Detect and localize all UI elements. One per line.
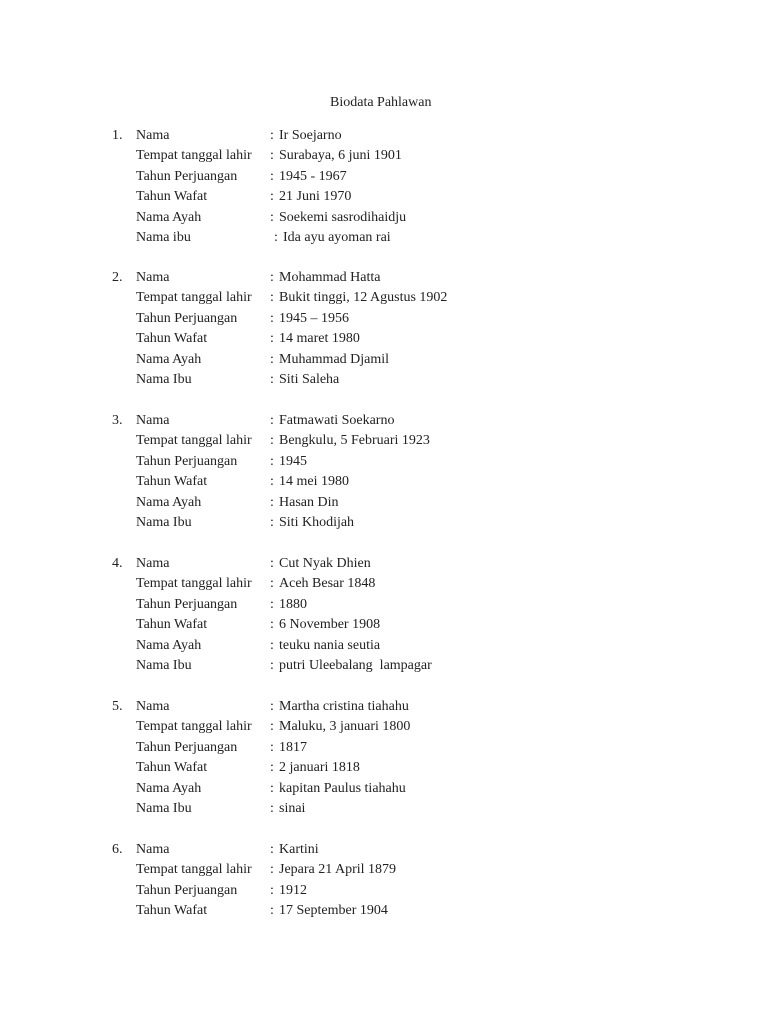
field-colon: : — [270, 739, 274, 755]
entry-3 — [0, 411, 768, 533]
field-label: Tempat tanggal lahir — [136, 290, 252, 306]
field-value: Martha cristina tiahahu — [279, 699, 409, 714]
field-tahun-perjuangan — [0, 167, 768, 187]
field-value: Maluku, 3 januari 1800 — [279, 719, 411, 735]
field-colon: : — [270, 882, 274, 898]
field-colon: : — [270, 351, 274, 367]
field-colon: : — [270, 413, 274, 428]
field-colon: : — [270, 189, 274, 205]
field-value: 1817 — [279, 739, 307, 755]
field-nama — [0, 697, 768, 717]
field-nama-ibu — [0, 656, 768, 676]
field-colon: : — [270, 719, 274, 735]
field-value: Surabaya, 6 juni 1901 — [279, 148, 402, 164]
field-nama — [0, 126, 768, 146]
field-tahun-wafat — [0, 472, 768, 492]
field-nama-ayah — [0, 350, 768, 370]
field-colon: : — [270, 310, 274, 326]
field-nama-ayah — [0, 779, 768, 799]
field-colon: : — [270, 331, 274, 347]
field-nama-ayah — [0, 493, 768, 513]
field-label: Nama — [136, 270, 170, 285]
field-value: Ida ayu ayoman rai — [283, 229, 391, 245]
field-label: Tempat tanggal lahir — [136, 433, 252, 449]
field-tahun-perjuangan — [0, 881, 768, 901]
field-value: 1945 – 1956 — [279, 310, 349, 326]
field-label: Nama Ayah — [136, 209, 202, 225]
field-value: putri Uleebalang lampagar — [279, 657, 432, 673]
field-nama — [0, 554, 768, 574]
entry-4 — [0, 554, 768, 676]
entry-1 — [0, 126, 768, 248]
entry-number: 1. — [112, 128, 123, 143]
field-value: Kartini — [279, 842, 319, 857]
field-tempat-tanggal-lahir — [0, 574, 768, 594]
field-tahun-wafat — [0, 901, 768, 921]
field-tahun-perjuangan — [0, 738, 768, 758]
field-value: Cut Nyak Dhien — [279, 556, 371, 571]
field-value: 1912 — [279, 882, 307, 898]
field-value: 21 Juni 1970 — [279, 189, 352, 205]
field-colon: : — [270, 842, 274, 857]
entry-number: 2. — [112, 270, 123, 285]
field-label: Nama — [136, 413, 170, 428]
document-title: Biodata Pahlawan — [330, 95, 432, 110]
field-value: Aceh Besar 1848 — [279, 576, 376, 592]
field-colon: : — [270, 209, 274, 225]
field-value: Hasan Din — [279, 494, 339, 510]
field-label: Nama — [136, 556, 170, 571]
field-value: 14 mei 1980 — [279, 474, 349, 490]
field-value: 1945 - 1967 — [279, 168, 347, 184]
field-value: 1880 — [279, 596, 307, 612]
field-tahun-perjuangan — [0, 595, 768, 615]
field-colon: : — [270, 371, 274, 387]
field-label: Nama Ibu — [136, 371, 192, 387]
field-nama-ibu — [0, 799, 768, 819]
field-label: Tahun Wafat — [136, 474, 208, 490]
field-colon: : — [270, 637, 274, 653]
field-value: Soekemi sasrodihaidju — [279, 209, 407, 225]
field-value: 17 September 1904 — [279, 903, 388, 919]
field-label: Nama Ibu — [136, 657, 192, 673]
field-nama — [0, 840, 768, 860]
field-colon: : — [270, 862, 274, 878]
entry-5 — [0, 697, 768, 819]
field-value: Fatmawati Soekarno — [279, 413, 395, 428]
field-label: Tahun Perjuangan — [136, 310, 238, 326]
field-colon: : — [270, 780, 274, 796]
field-value: kapitan Paulus tiahahu — [279, 780, 406, 796]
field-tempat-tanggal-lahir — [0, 146, 768, 166]
field-colon: : — [270, 514, 274, 530]
field-colon: : — [270, 128, 274, 143]
field-label: Nama Ayah — [136, 637, 202, 653]
field-colon: : — [270, 433, 274, 449]
entry-number: 5. — [112, 699, 123, 714]
field-label: Nama Ayah — [136, 351, 202, 367]
field-colon: : — [270, 576, 274, 592]
field-value: Siti Khodijah — [279, 514, 355, 530]
field-tahun-wafat — [0, 615, 768, 635]
field-value: 6 November 1908 — [279, 617, 381, 633]
field-value: Muhammad Djamil — [279, 351, 390, 367]
field-value: Mohammad Hatta — [279, 270, 381, 285]
field-value: Ir Soejarno — [279, 128, 342, 143]
field-label: Nama Ayah — [136, 494, 202, 510]
field-value: Jepara 21 April 1879 — [279, 862, 397, 878]
field-tempat-tanggal-lahir — [0, 717, 768, 737]
field-label: Nama — [136, 128, 170, 143]
field-label: Nama Ayah — [136, 780, 202, 796]
field-colon: : — [270, 617, 274, 633]
field-colon: : — [270, 699, 274, 714]
field-tempat-tanggal-lahir — [0, 288, 768, 308]
field-colon: : — [270, 657, 274, 673]
entry-number: 6. — [112, 842, 123, 857]
field-label: Tempat tanggal lahir — [136, 862, 252, 878]
field-colon: : — [270, 290, 274, 306]
field-label: Tempat tanggal lahir — [136, 576, 252, 592]
field-tahun-wafat — [0, 187, 768, 207]
field-label: Tempat tanggal lahir — [136, 148, 252, 164]
field-colon: : — [270, 148, 274, 164]
field-value: sinai — [279, 800, 306, 816]
field-nama-ayah — [0, 208, 768, 228]
field-label: Tahun Perjuangan — [136, 168, 238, 184]
field-label: Nama Ibu — [136, 800, 192, 816]
field-colon: : — [270, 494, 274, 510]
field-label: Nama — [136, 842, 170, 857]
field-label: Tempat tanggal lahir — [136, 719, 252, 735]
field-label: Nama Ibu — [136, 514, 192, 530]
field-nama — [0, 268, 768, 288]
field-colon: : — [270, 453, 274, 469]
entry-number: 3. — [112, 413, 123, 428]
field-tempat-tanggal-lahir — [0, 860, 768, 880]
field-colon: : — [274, 229, 278, 245]
entry-number: 4. — [112, 556, 123, 571]
field-tahun-perjuangan — [0, 309, 768, 329]
field-tahun-wafat — [0, 329, 768, 349]
field-value: 2 januari 1818 — [279, 760, 360, 776]
field-value: 1945 — [279, 453, 307, 469]
field-nama-ibu — [0, 513, 768, 533]
field-tahun-wafat — [0, 758, 768, 778]
field-nama-ayah — [0, 636, 768, 656]
field-label: Tahun Perjuangan — [136, 739, 238, 755]
field-label: Tahun Perjuangan — [136, 596, 238, 612]
field-colon: : — [270, 800, 274, 816]
field-label: Tahun Wafat — [136, 617, 208, 633]
field-nama — [0, 411, 768, 431]
field-colon: : — [270, 556, 274, 571]
field-label: Tahun Wafat — [136, 903, 208, 919]
field-label: Nama ibu — [136, 229, 191, 245]
field-nama-ibu — [0, 228, 768, 248]
field-tahun-perjuangan — [0, 452, 768, 472]
entry-6 — [0, 840, 768, 922]
field-label: Tahun Wafat — [136, 189, 208, 205]
field-colon: : — [270, 474, 274, 490]
field-label: Tahun Perjuangan — [136, 882, 238, 898]
field-value: 14 maret 1980 — [279, 331, 360, 347]
field-label: Tahun Perjuangan — [136, 453, 238, 469]
field-label: Nama — [136, 699, 170, 714]
field-label: Tahun Wafat — [136, 331, 208, 347]
field-value: teuku nania seutia — [279, 637, 381, 653]
field-label: Tahun Wafat — [136, 760, 208, 776]
field-colon: : — [270, 168, 274, 184]
field-nama-ibu — [0, 370, 768, 390]
field-colon: : — [270, 596, 274, 612]
entry-2 — [0, 268, 768, 390]
field-value: Siti Saleha — [279, 371, 340, 387]
field-value: Bengkulu, 5 Februari 1923 — [279, 433, 430, 449]
field-value: Bukit tinggi, 12 Agustus 1902 — [279, 290, 448, 306]
field-tempat-tanggal-lahir — [0, 431, 768, 451]
field-colon: : — [270, 270, 274, 285]
field-colon: : — [270, 903, 274, 919]
field-colon: : — [270, 760, 274, 776]
